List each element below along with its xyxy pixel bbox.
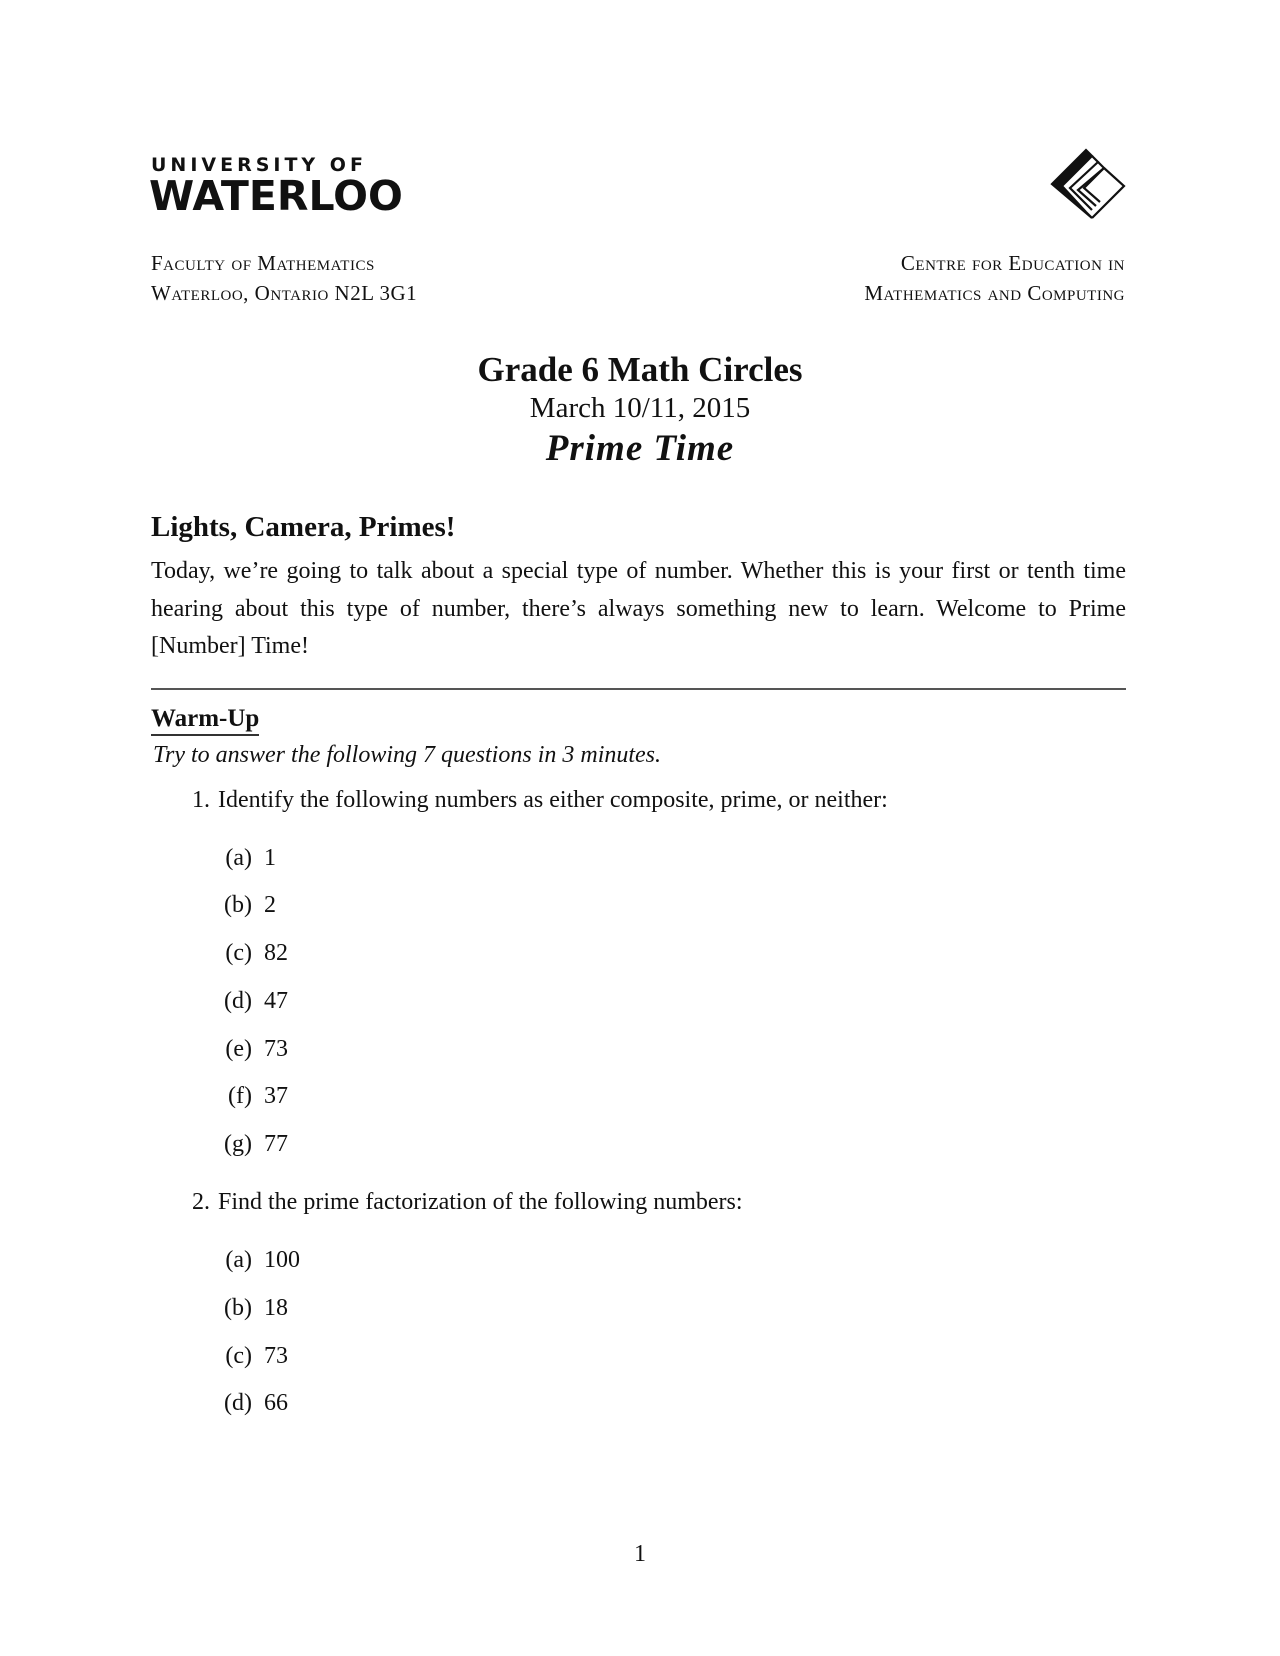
part-value: 77 bbox=[264, 1131, 288, 1157]
warmup-instructions: Try to answer the following 7 questions in 3 minutes. bbox=[153, 742, 662, 768]
part-value: 47 bbox=[264, 988, 288, 1014]
question-text: Identify the following numbers as either composite, prime, or neither: bbox=[218, 787, 888, 813]
question-2 bbox=[180, 1189, 743, 1216]
question-number: 1. bbox=[192, 787, 210, 813]
part-value: 82 bbox=[264, 940, 288, 966]
question-text: Find the prime factorization of the following numbers: bbox=[218, 1189, 743, 1215]
warmup-heading: Warm-Up bbox=[151, 704, 259, 736]
part-value: 2 bbox=[264, 892, 276, 918]
centre-name-line1: Centre for Education in bbox=[900, 251, 1125, 275]
university-logo-line1: UNIVERSITY OF bbox=[151, 154, 367, 176]
university-logo-line2: WATERLOO bbox=[149, 172, 403, 220]
page-number: 1 bbox=[634, 1541, 646, 1567]
part-value: 66 bbox=[264, 1390, 288, 1416]
question-1 bbox=[180, 787, 888, 814]
document-topic: Prime Time bbox=[545, 428, 735, 469]
part-label: (b) bbox=[224, 892, 252, 918]
part-label: (e) bbox=[225, 1036, 252, 1062]
horizontal-rule bbox=[151, 688, 1126, 690]
intro-paragraph: Today, we’re going to talk about a special type of number. Whether this is your first or tenth time hearing about this type of number, there’s always something new to learn. Welcome to Prime [Number] Time! bbox=[151, 558, 1126, 659]
part-label: (a) bbox=[225, 845, 252, 871]
question-number: 2. bbox=[192, 1189, 210, 1215]
centre-name-line2: Mathematics and Computing bbox=[864, 281, 1125, 305]
part-value: 100 bbox=[264, 1247, 300, 1273]
faculty-name: Faculty of Mathematics bbox=[151, 251, 375, 275]
part-value: 18 bbox=[264, 1295, 288, 1321]
part-value: 37 bbox=[264, 1083, 288, 1109]
part-value: 1 bbox=[264, 845, 276, 871]
section-heading: Lights, Camera, Primes! bbox=[151, 511, 456, 543]
part-label: (d) bbox=[224, 988, 252, 1014]
faculty-address: Waterloo, Ontario N2L 3G1 bbox=[151, 281, 418, 305]
part-value: 73 bbox=[264, 1036, 288, 1062]
part-value: 73 bbox=[264, 1343, 288, 1369]
part-label: (d) bbox=[224, 1390, 252, 1416]
part-label: (g) bbox=[224, 1131, 252, 1157]
document-title: Grade 6 Math Circles bbox=[477, 350, 803, 389]
part-label: (c) bbox=[225, 1343, 252, 1369]
part-label: (c) bbox=[225, 940, 252, 966]
document-date: March 10/11, 2015 bbox=[529, 392, 751, 424]
part-label: (a) bbox=[225, 1247, 252, 1273]
part-label: (f) bbox=[228, 1083, 252, 1109]
cemc-logo-icon bbox=[1048, 148, 1128, 220]
part-label: (b) bbox=[224, 1295, 252, 1321]
